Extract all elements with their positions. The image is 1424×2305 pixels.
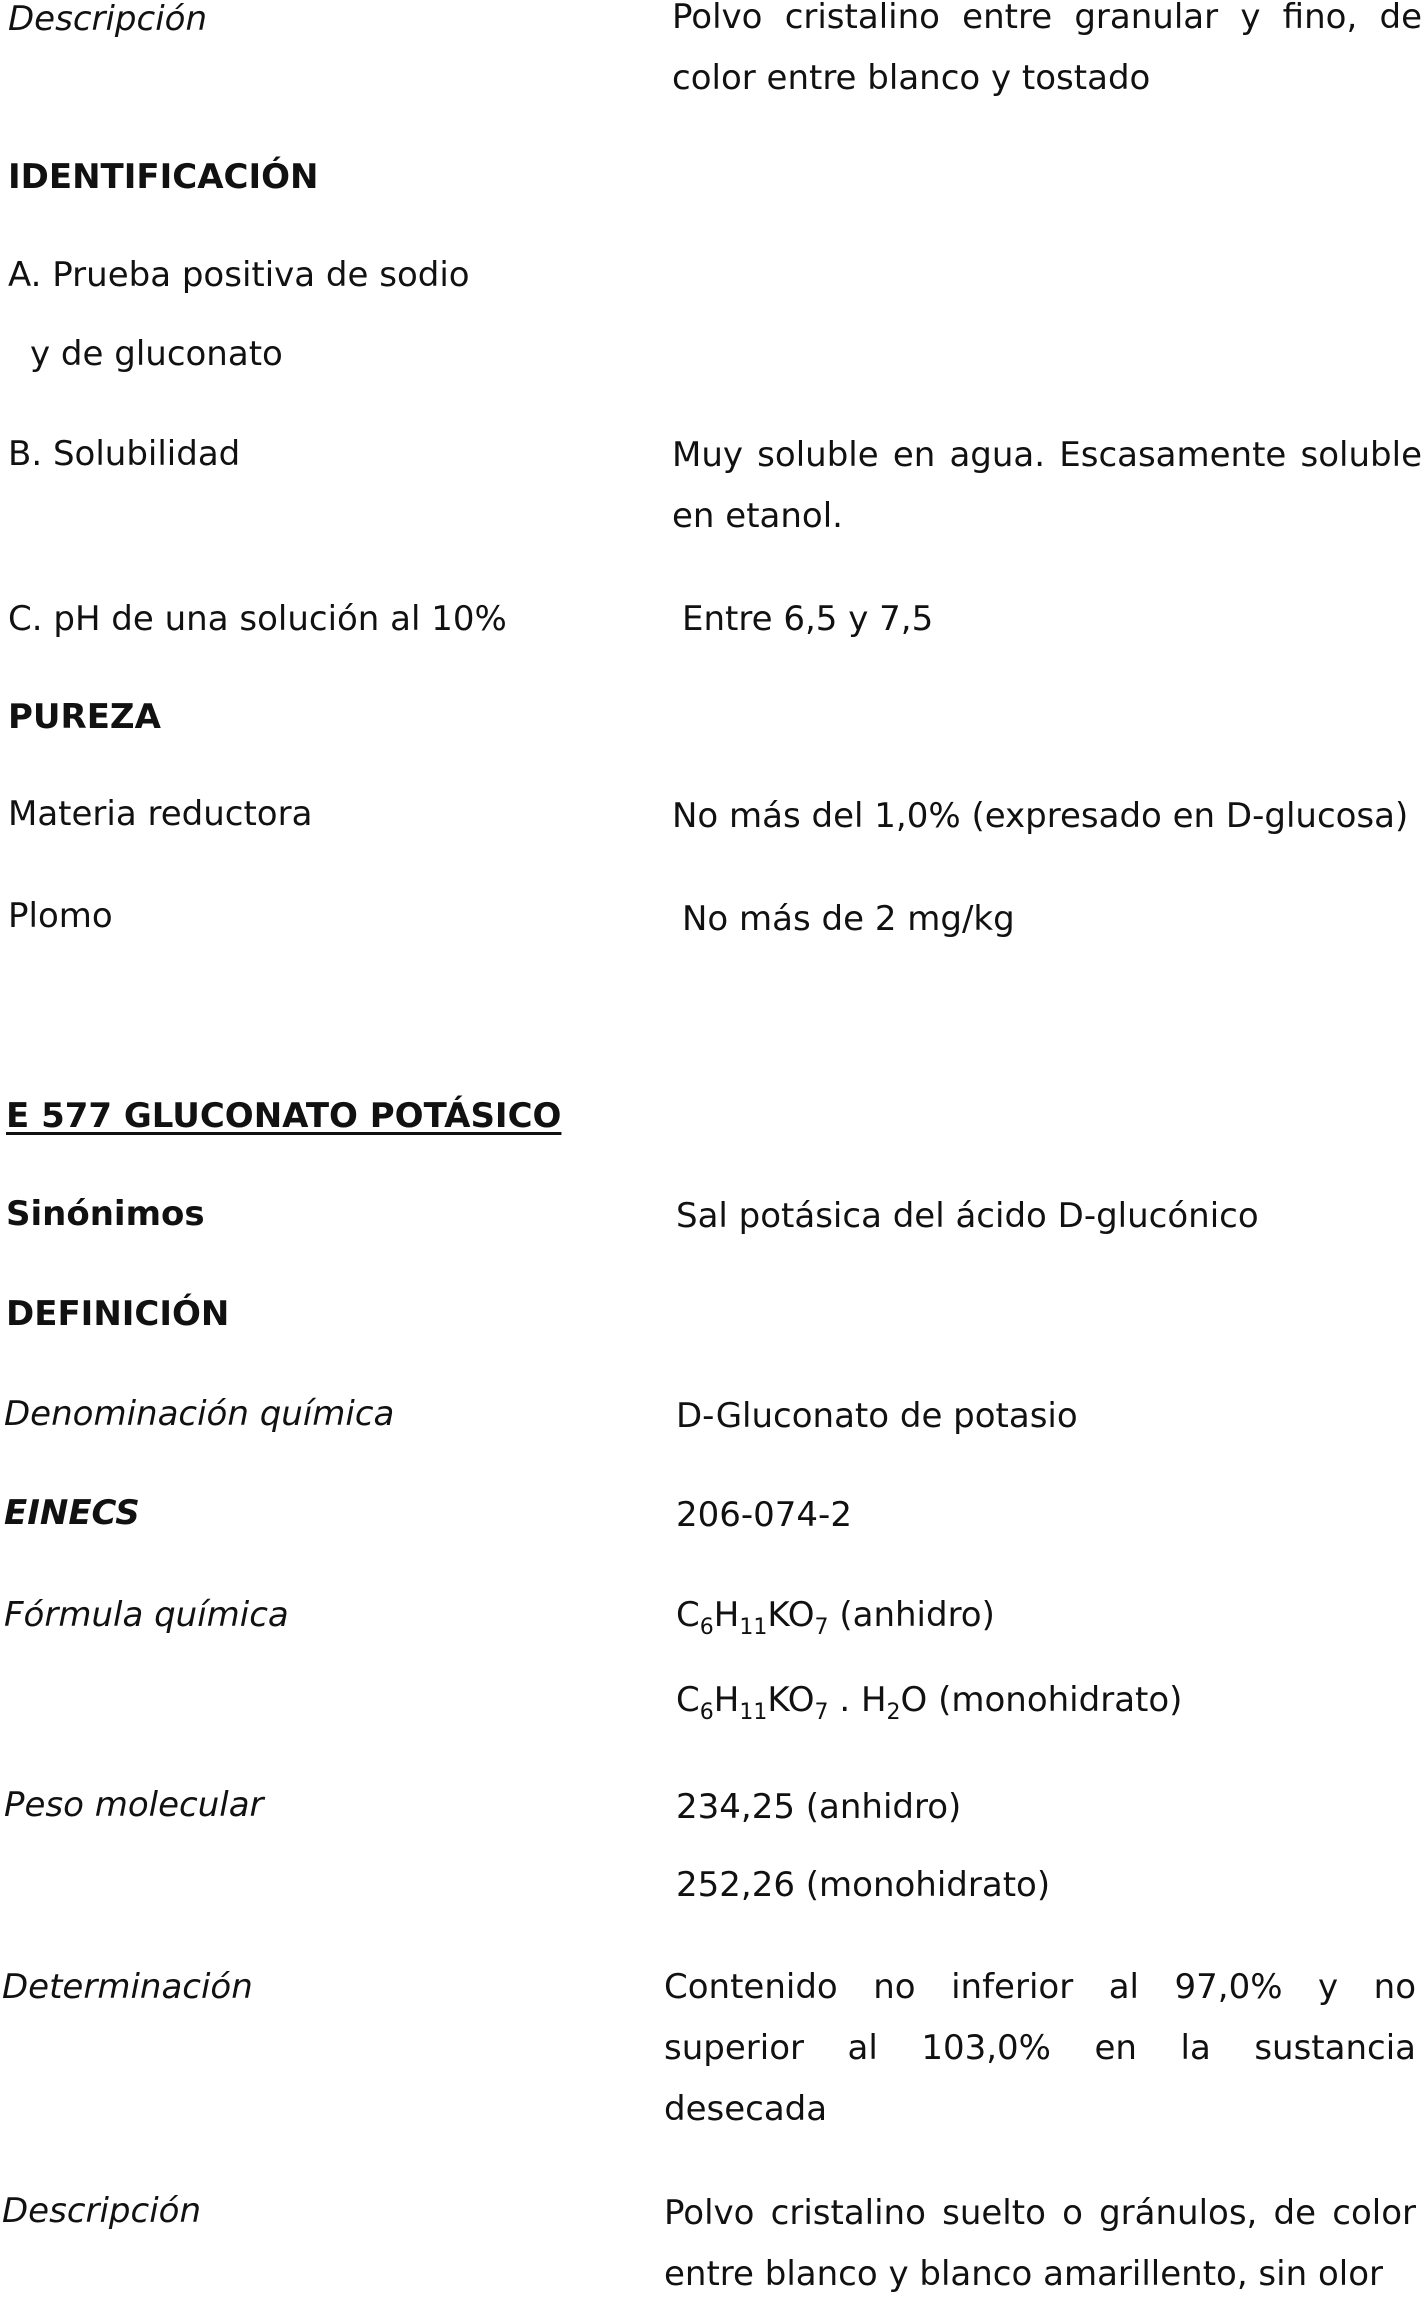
sinonimos-value: Sal potásica del ácido D-glucónico (676, 1196, 1259, 1236)
descripcion2-label: Descripción (2, 2191, 202, 2231)
formula-anhidro: $C_6H_{11}KO_7$ (anhidro) (676, 1595, 995, 1640)
definicion-heading: DEFINICIÓN (6, 1294, 230, 1334)
materia-value: No más del 1,0% (expresado en D-glucosa) (672, 796, 1409, 836)
peso-anhidro-value: 234,25 (anhidro) (676, 1787, 962, 1827)
prueba-sodio-label: A. Prueba positiva de sodio (8, 255, 470, 295)
identificacion-heading: IDENTIFICACIÓN (8, 157, 319, 197)
einecs-label: EINECS (4, 1493, 140, 1533)
section-title: E 577 GLUCONATO POTÁSICO (6, 1096, 562, 1136)
formula-monohidrato: $C_6H_{11}KO_7$ . $H_2O$ (monohidrato) (676, 1680, 1183, 1725)
einecs-value: 206-074-2 (676, 1495, 852, 1535)
ph-value: Entre 6,5 y 7,5 (682, 599, 934, 639)
determinacion-label: Determinación (2, 1967, 253, 2007)
sinonimos-label: Sinónimos (6, 1194, 205, 1234)
determinacion-value: Contenido no inferior al 97,0% y no superior al 103,0% en la sustancia desecada (664, 1967, 1416, 2129)
descripcion2-value: Polvo cristalino suelto o gránulos, de color entre blanco y blanco amarillento, sin olor (664, 2193, 1416, 2294)
solubilidad-label: B. Solubilidad (8, 434, 241, 474)
solubilidad-value: Muy soluble en agua. Escasamente soluble en etanol. (672, 435, 1422, 536)
ph-label: C. pH de una solución al 10% (8, 599, 507, 639)
formula-label: Fórmula química (4, 1595, 289, 1635)
descripcion-label: Descripción (8, 0, 208, 39)
peso-monohidrato-value: 252,26 (monohidrato) (676, 1865, 1051, 1905)
plomo-value: No más de 2 mg/kg (682, 899, 1015, 939)
pureza-heading: PUREZA (8, 697, 161, 737)
denominacion-value: D-Gluconato de potasio (676, 1396, 1078, 1436)
materia-label: Materia reductora (8, 794, 313, 834)
descripcion-value: Polvo cristalino entre granular y fino, de color entre blanco y tostado (672, 0, 1422, 98)
prueba-gluconato-label: y de gluconato (30, 334, 283, 374)
peso-label: Peso molecular (4, 1785, 264, 1825)
plomo-label: Plomo (8, 896, 113, 936)
denominacion-label: Denominación química (4, 1394, 395, 1434)
